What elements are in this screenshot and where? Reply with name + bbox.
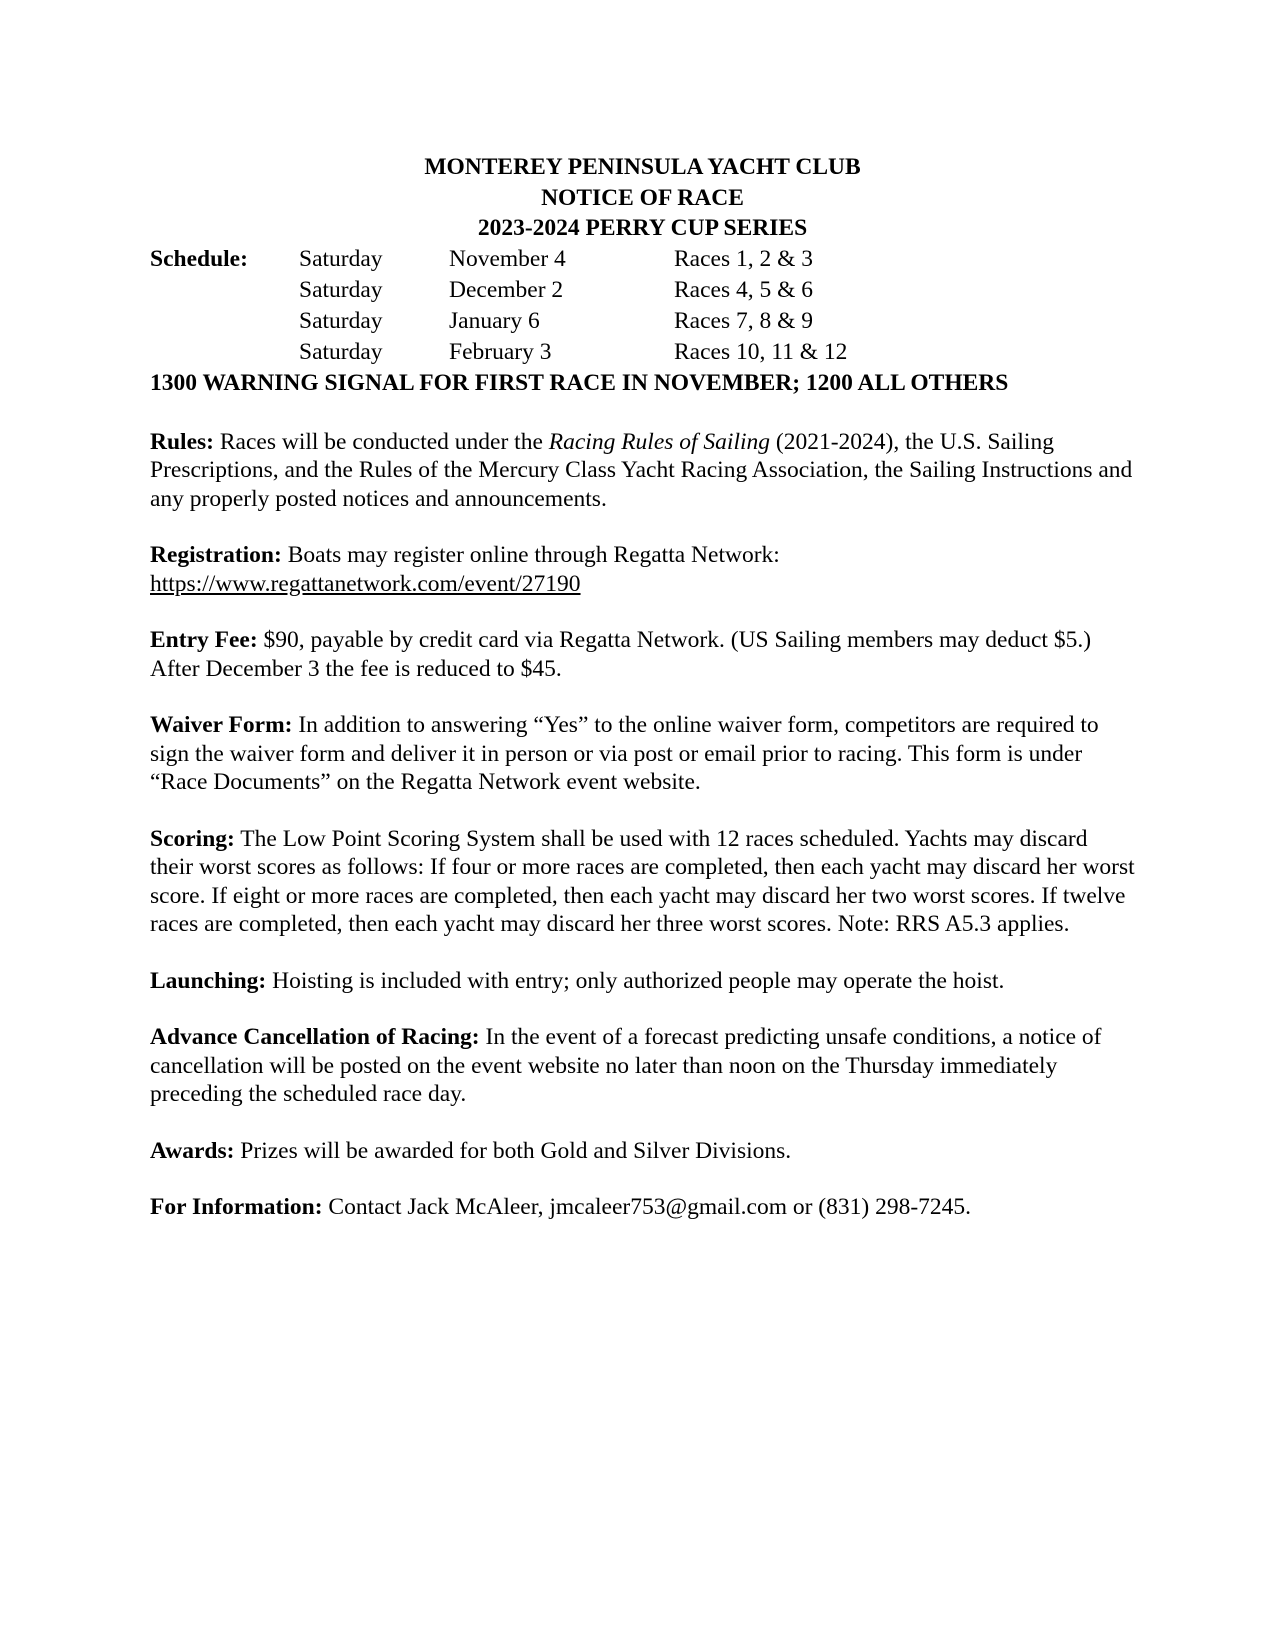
entry-fee-text: $90, payable by credit card via Regatta Network. (US Sailing members may deduct $5.) After December 3 the fee is reduced to $45. [150, 627, 1092, 682]
cancellation-section [150, 1023, 1135, 1109]
information-label: For Information: [150, 1194, 323, 1220]
schedule-races: Races 4, 5 & 6 [674, 276, 814, 303]
schedule-table [150, 244, 1135, 368]
club-name-heading: MONTEREY PENINSULA YACHT CLUB [424, 154, 861, 180]
schedule-races: Races 10, 11 & 12 [674, 338, 848, 365]
awards-section [150, 1137, 1135, 1166]
launching-section [150, 967, 1135, 996]
launching-text: Hoisting is included with entry; only authorized people may operate the hoist. [266, 967, 1005, 994]
entry-fee-label: Entry Fee: [150, 627, 258, 653]
rules-label: Rules: [150, 428, 214, 455]
registration-label: Registration: [150, 542, 282, 568]
schedule-races: Races 7, 8 & 9 [674, 307, 814, 334]
schedule-row [150, 306, 1135, 337]
schedule-row [150, 244, 1135, 275]
schedule-date: February 3 [449, 338, 552, 365]
scoring-section [150, 825, 1135, 939]
schedule-date: December 2 [449, 276, 564, 303]
awards-text: Prizes will be awarded for both Gold and Silver Divisions. [234, 1137, 792, 1164]
waiver-label: Waiver Form: [150, 712, 293, 738]
information-section [150, 1193, 1135, 1222]
schedule-day: Saturday [299, 338, 383, 365]
waiver-section [150, 711, 1135, 797]
schedule-date: January 6 [449, 307, 540, 334]
schedule-races: Races 1, 2 & 3 [674, 245, 814, 272]
series-heading: 2023-2024 PERRY CUP SERIES [477, 215, 808, 241]
schedule-row [150, 337, 1135, 368]
scoring-label: Scoring: [150, 825, 235, 852]
notice-heading: NOTICE OF RACE [541, 184, 744, 211]
scoring-text: The Low Point Scoring System shall be used with 12 races scheduled. Yachts may discard their worst scores as follows: If four or more races are completed, then each yacht may discard her worst score. If eight or more races are completed, then each yacht may discard her two worst scores. If twelve races are completed, then each yacht may discard her three worst scores. Note: RRS A5.3 applies. [150, 825, 1135, 937]
registration-section [150, 541, 1135, 598]
registration-link[interactable]: https://www.regattanetwork.com/event/27190 [150, 570, 581, 597]
entry-fee-section [150, 626, 1135, 683]
cancellation-text: In the event of a forecast predicting unsafe conditions, a notice of cancellation will be posted on the event website no later than noon on the Thursday immediately preceding the scheduled race day. [150, 1024, 1102, 1107]
schedule-label: Schedule: [150, 245, 248, 272]
rules-section [150, 428, 1135, 514]
awards-label: Awards: [150, 1137, 235, 1164]
rules-italic-title: Racing Rules of Sailing [548, 428, 771, 455]
schedule-day: Saturday [299, 245, 383, 272]
warning-signal-notice: 1300 WARNING SIGNAL FOR FIRST RACE IN NOVEMBER; 1200 ALL OTHERS [150, 369, 1009, 396]
schedule-date: November 4 [449, 245, 566, 272]
notice-of-race-document [150, 152, 1135, 1222]
cancellation-label: Advance Cancellation of Racing: [150, 1024, 480, 1050]
schedule-day: Saturday [299, 276, 383, 303]
information-text: Contact Jack McAleer, jmcaleer753@gmail.com or (831) 298-7245. [322, 1194, 972, 1220]
schedule-day: Saturday [299, 307, 383, 334]
waiver-text: In addition to answering “Yes” to the online waiver form, competitors are required to sign the waiver form and deliver it in person or via post or email prior to racing. This form is under “Race Documents” on the Regatta Network event website. [150, 712, 1099, 795]
rules-text-after: (2021-2024), the U.S. Sailing Prescriptions, and the Rules of the Mercury Class Yacht Racing Association, the Sailing Instructions and any properly posted notices and announcements. [150, 428, 1133, 512]
schedule-row [150, 275, 1135, 306]
launching-label: Launching: [150, 967, 267, 994]
rules-text-before: Races will be conducted under the [213, 428, 549, 455]
registration-text: Boats may register online through Regatta Network: [281, 542, 780, 568]
